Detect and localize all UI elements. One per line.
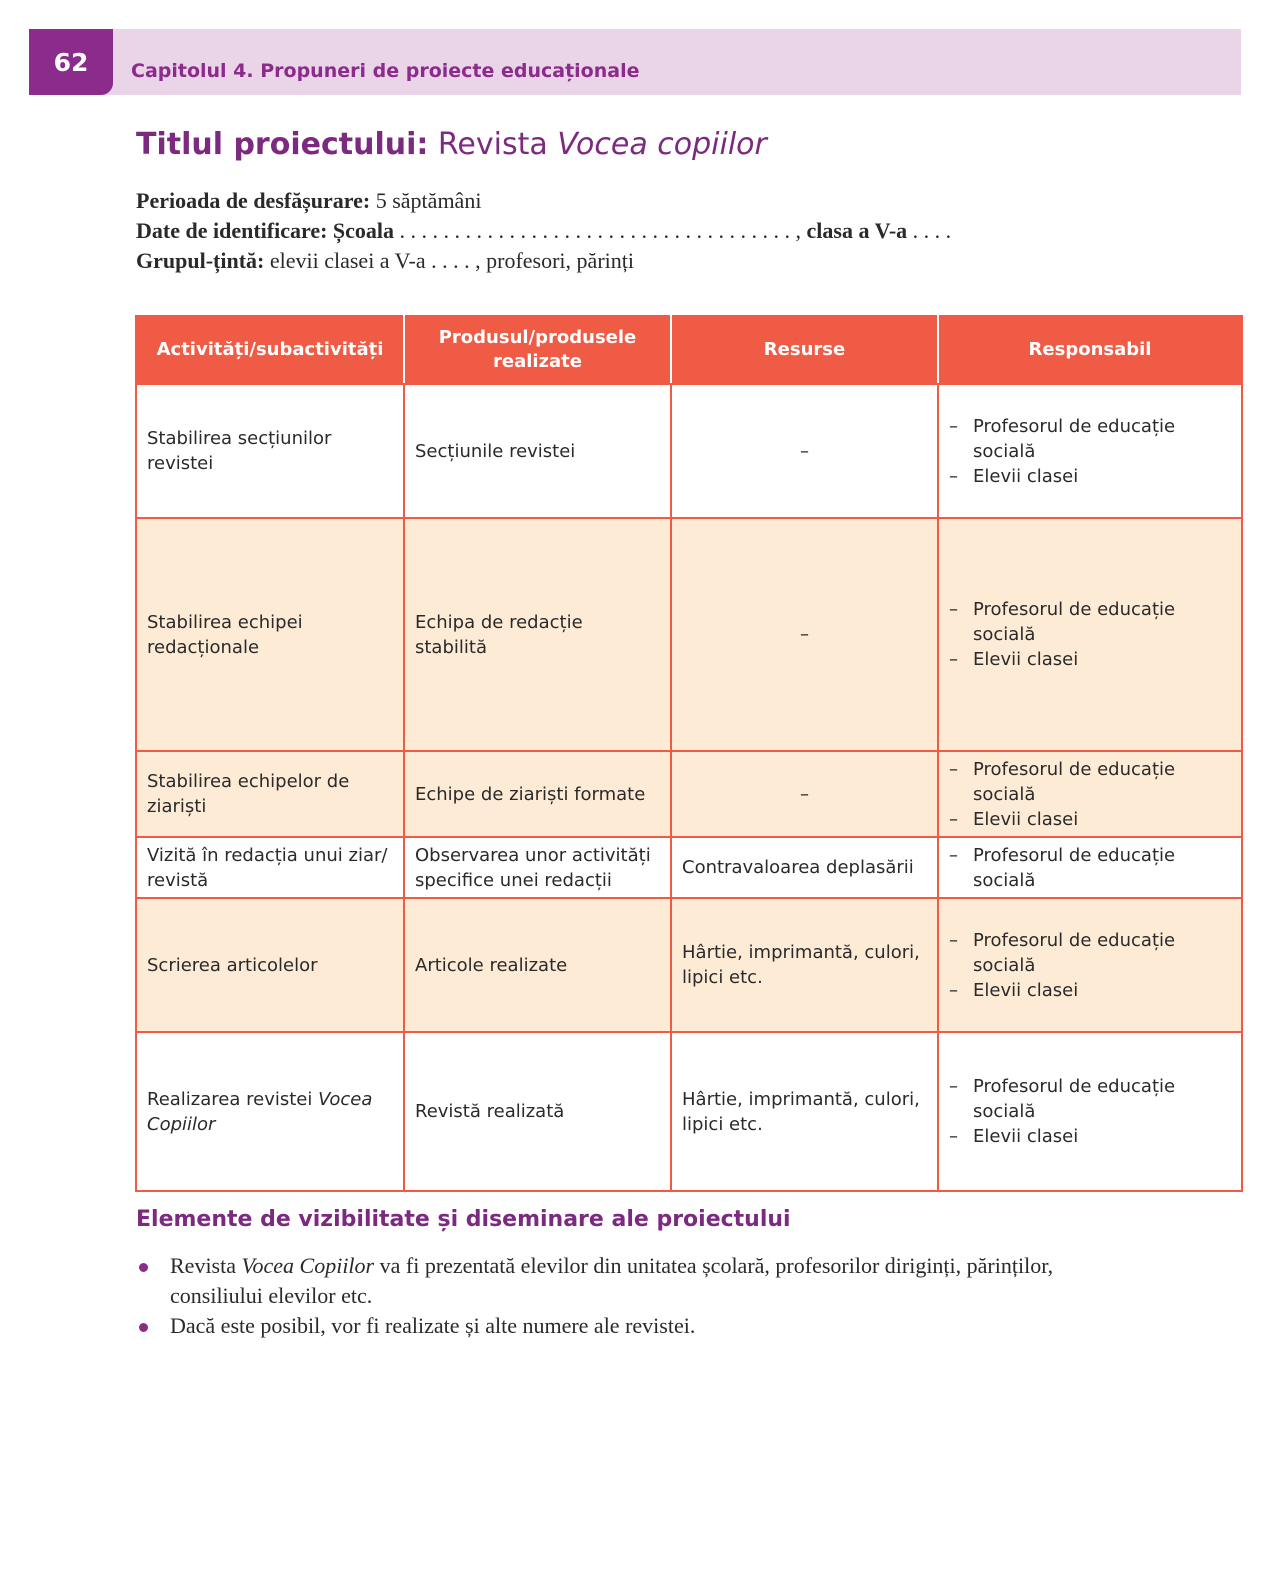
resources-cell: Hârtie, imprimantă, culori, lipici etc. — [671, 898, 938, 1032]
product-cell: Echipa de redacție stabilită — [404, 518, 671, 751]
resources-cell: Contravaloarea deplasării — [671, 837, 938, 898]
target-group-label: Grupul-țintă: — [136, 248, 265, 273]
table-row — [136, 898, 1242, 1032]
activity-cell: Stabilirea secțiunilor revistei — [136, 384, 404, 518]
dissemination-list — [136, 1251, 1136, 1341]
list-item — [136, 1251, 1136, 1311]
identification-dots: . . . . . . . . . . . . . . . . . . . . . . . . . . . . . . . . . . . . , — [394, 218, 807, 243]
table-row — [136, 751, 1242, 837]
responsible-cell — [938, 751, 1242, 837]
period-value: 5 săptămâni — [370, 188, 482, 213]
table-row — [136, 1032, 1242, 1191]
responsible-cell — [938, 1032, 1242, 1191]
responsible-item: – Elevii clasei — [949, 978, 1231, 1003]
target-group-value: elevii clasei a V-a . . . . , profesori, părinți — [264, 248, 634, 273]
column-header-products: Produsul/produsele realizate — [404, 316, 671, 384]
activity-prefix: Realizarea revistei — [147, 1088, 319, 1110]
responsible-item: – Profesorul de educație socială — [949, 757, 1231, 807]
resources-cell: – — [671, 518, 938, 751]
responsible-item: – Profesorul de educație socială — [949, 843, 1231, 893]
column-header-resources: Resurse — [671, 316, 938, 384]
responsible-cell — [938, 384, 1242, 518]
project-title-prefix: Revista — [437, 127, 558, 162]
table-row — [136, 384, 1242, 518]
responsible-item: – Elevii clasei — [949, 647, 1231, 672]
product-cell: Articole realizate — [404, 898, 671, 1032]
project-meta — [136, 186, 951, 276]
list-item: Dacă este posibil, vor fi realizate și alte numere ale revistei. — [136, 1311, 1136, 1341]
activity-cell: Stabilirea echipelor de ziariști — [136, 751, 404, 837]
identification-label: Date de identificare: Școala — [136, 218, 395, 243]
item1-italic: Vocea Copiilor — [241, 1253, 375, 1278]
project-title — [136, 127, 767, 162]
class-label: clasa a V-a — [806, 218, 908, 243]
responsible-item: – Profesorul de educație socială — [949, 414, 1231, 464]
page-number: 62 — [29, 29, 113, 95]
responsible-cell — [938, 898, 1242, 1032]
resources-cell: Hârtie, imprimantă, culori, lipici etc. — [671, 1032, 938, 1191]
responsible-item: – Elevii clasei — [949, 1124, 1231, 1149]
table-header-row — [136, 316, 1242, 384]
project-plan-table — [135, 315, 1243, 1192]
activity-cell — [136, 1032, 404, 1191]
activity-cell: Stabilirea echipei redacționale — [136, 518, 404, 751]
class-dots: . . . . — [907, 218, 952, 243]
period-label: Perioada de desfășurare: — [136, 188, 371, 213]
item1-prefix: Revista — [170, 1253, 242, 1278]
activity-italic: Vocea Copiilor — [147, 1088, 373, 1135]
product-cell: Echipe de ziariști formate — [404, 751, 671, 837]
product-cell: Revistă realizată — [404, 1032, 671, 1191]
responsible-item: – Profesorul de educație socială — [949, 928, 1231, 978]
table-row — [136, 518, 1242, 751]
dissemination-heading: Elemente de vizibilitate și diseminare ale proiectului — [136, 1207, 791, 1232]
resources-cell: – — [671, 751, 938, 837]
column-header-responsible: Responsabil — [938, 316, 1242, 384]
responsible-cell — [938, 518, 1242, 751]
responsible-item: – Profesorul de educație socială — [949, 597, 1231, 647]
target-group-line — [136, 246, 951, 276]
period-line — [136, 186, 951, 216]
table-row — [136, 837, 1242, 898]
responsible-item: – Elevii clasei — [949, 464, 1231, 489]
activity-cell: Vizită în redacția unui ziar/ revistă — [136, 837, 404, 898]
project-title-label: Titlul proiectului: — [136, 127, 429, 162]
resources-cell: – — [671, 384, 938, 518]
product-cell: Secțiunile revistei — [404, 384, 671, 518]
item1-suffix: va fi prezentată elevilor din unitatea școlară, profesorilor diriginți, părinților, consiliului elevilor etc. — [170, 1253, 1054, 1308]
activity-cell: Scrierea articolelor — [136, 898, 404, 1032]
responsible-cell — [938, 837, 1242, 898]
responsible-item: – Elevii clasei — [949, 807, 1231, 832]
project-title-name: Vocea copiilor — [557, 127, 767, 162]
responsible-item: – Profesorul de educație socială — [949, 1074, 1231, 1124]
column-header-activities: Activități/subactivități — [136, 316, 404, 384]
identification-line — [136, 216, 951, 246]
chapter-title: Capitolul 4. Propuneri de proiecte educaționale — [131, 60, 640, 82]
product-cell: Observarea unor activități specifice unei redacții — [404, 837, 671, 898]
